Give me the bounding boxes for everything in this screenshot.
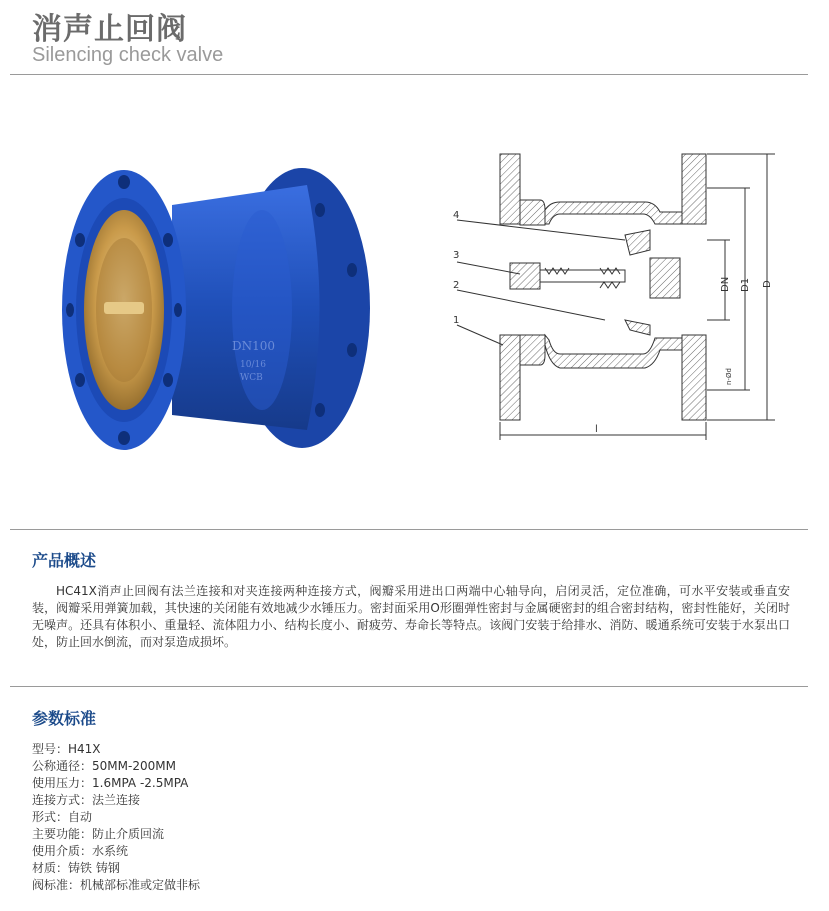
page-subtitle: Silencing check valve bbox=[32, 44, 224, 66]
spec-key: 连接方式： bbox=[32, 793, 93, 807]
spec-row-model bbox=[32, 741, 200, 758]
spec-value: 水系统 bbox=[92, 844, 129, 858]
spec-value: 50MM-200MM bbox=[92, 759, 176, 773]
spec-row-nominal-diameter bbox=[32, 758, 200, 775]
drawing-dim-bolts: n-Ød bbox=[725, 368, 733, 385]
drawing-dim-dn: DN bbox=[720, 276, 731, 292]
divider bbox=[10, 686, 808, 687]
spec-key: 使用介质： bbox=[32, 844, 93, 858]
spec-row-function bbox=[32, 826, 200, 843]
valve-section-drawing bbox=[445, 140, 785, 460]
spec-row-pressure bbox=[32, 775, 200, 792]
spec-row-connection bbox=[32, 792, 200, 809]
spec-value: H41X bbox=[68, 742, 101, 756]
spec-value: 自动 bbox=[68, 810, 93, 824]
spec-value: 1.6MPA -2.5MPA bbox=[92, 776, 189, 790]
drawing-label-2: 2 bbox=[453, 280, 460, 291]
spec-row-form bbox=[32, 809, 200, 826]
spec-row-medium bbox=[32, 843, 200, 860]
spec-value: 防止介质回流 bbox=[92, 827, 165, 841]
valve-photo bbox=[62, 160, 382, 470]
spec-key: 材质： bbox=[32, 861, 69, 875]
section-title-params: 参数标准 bbox=[32, 709, 97, 728]
drawing-label-1: 1 bbox=[453, 315, 460, 326]
spec-key: 使用压力： bbox=[32, 776, 93, 790]
spec-key: 阀标准： bbox=[32, 878, 81, 892]
spec-key: 型号： bbox=[32, 742, 69, 756]
spec-row-material bbox=[32, 860, 200, 877]
spec-row-standard bbox=[32, 877, 200, 894]
divider bbox=[10, 74, 808, 75]
spec-value: 法兰连接 bbox=[92, 793, 141, 807]
drawing-label-3: 3 bbox=[453, 250, 460, 261]
spec-key: 形式： bbox=[32, 810, 69, 824]
page-title: 消声止回阀 bbox=[32, 12, 187, 47]
spec-list bbox=[32, 741, 200, 894]
spec-key: 公称通径： bbox=[32, 759, 93, 773]
body-text-material: WCB bbox=[240, 373, 263, 383]
drawing-label-4: 4 bbox=[453, 210, 460, 221]
spec-value: 铸铁 铸钢 bbox=[68, 861, 120, 875]
body-text: DN100 bbox=[232, 339, 276, 353]
spec-key: 主要功能： bbox=[32, 827, 93, 841]
divider bbox=[10, 529, 808, 530]
body-text-pressure: 10/16 bbox=[240, 360, 266, 370]
drawing-dim-l: l bbox=[595, 424, 598, 435]
drawing-dim-d: D bbox=[762, 280, 773, 288]
section-title-overview: 产品概述 bbox=[32, 551, 97, 570]
drawing-dim-d1: D1 bbox=[740, 277, 751, 292]
spec-value: 机械部标准或定做非标 bbox=[80, 878, 201, 892]
overview-text: HC41X消声止回阀有法兰连接和对夹连接两种连接方式，阀瓣采用进出口两端中心轴导向，启闭灵活，定位准确，可水平安装或垂直安装，阀瓣采用弹簧加载，其快速的关闭能有效地减少水锤压力。密封面采用O形圈弹性密封与金属硬密封的组合密封结构，密封性能好，关闭时无噪声。还具有体积小、重量轻、流体阻力小、结构长度小、耐疲劳、寿命长等特点。该阀门安装于给排水、消防、暖通系统可安装于水泵出口处，防止回水倒流，而对泵造成损坏。 bbox=[32, 584, 790, 649]
